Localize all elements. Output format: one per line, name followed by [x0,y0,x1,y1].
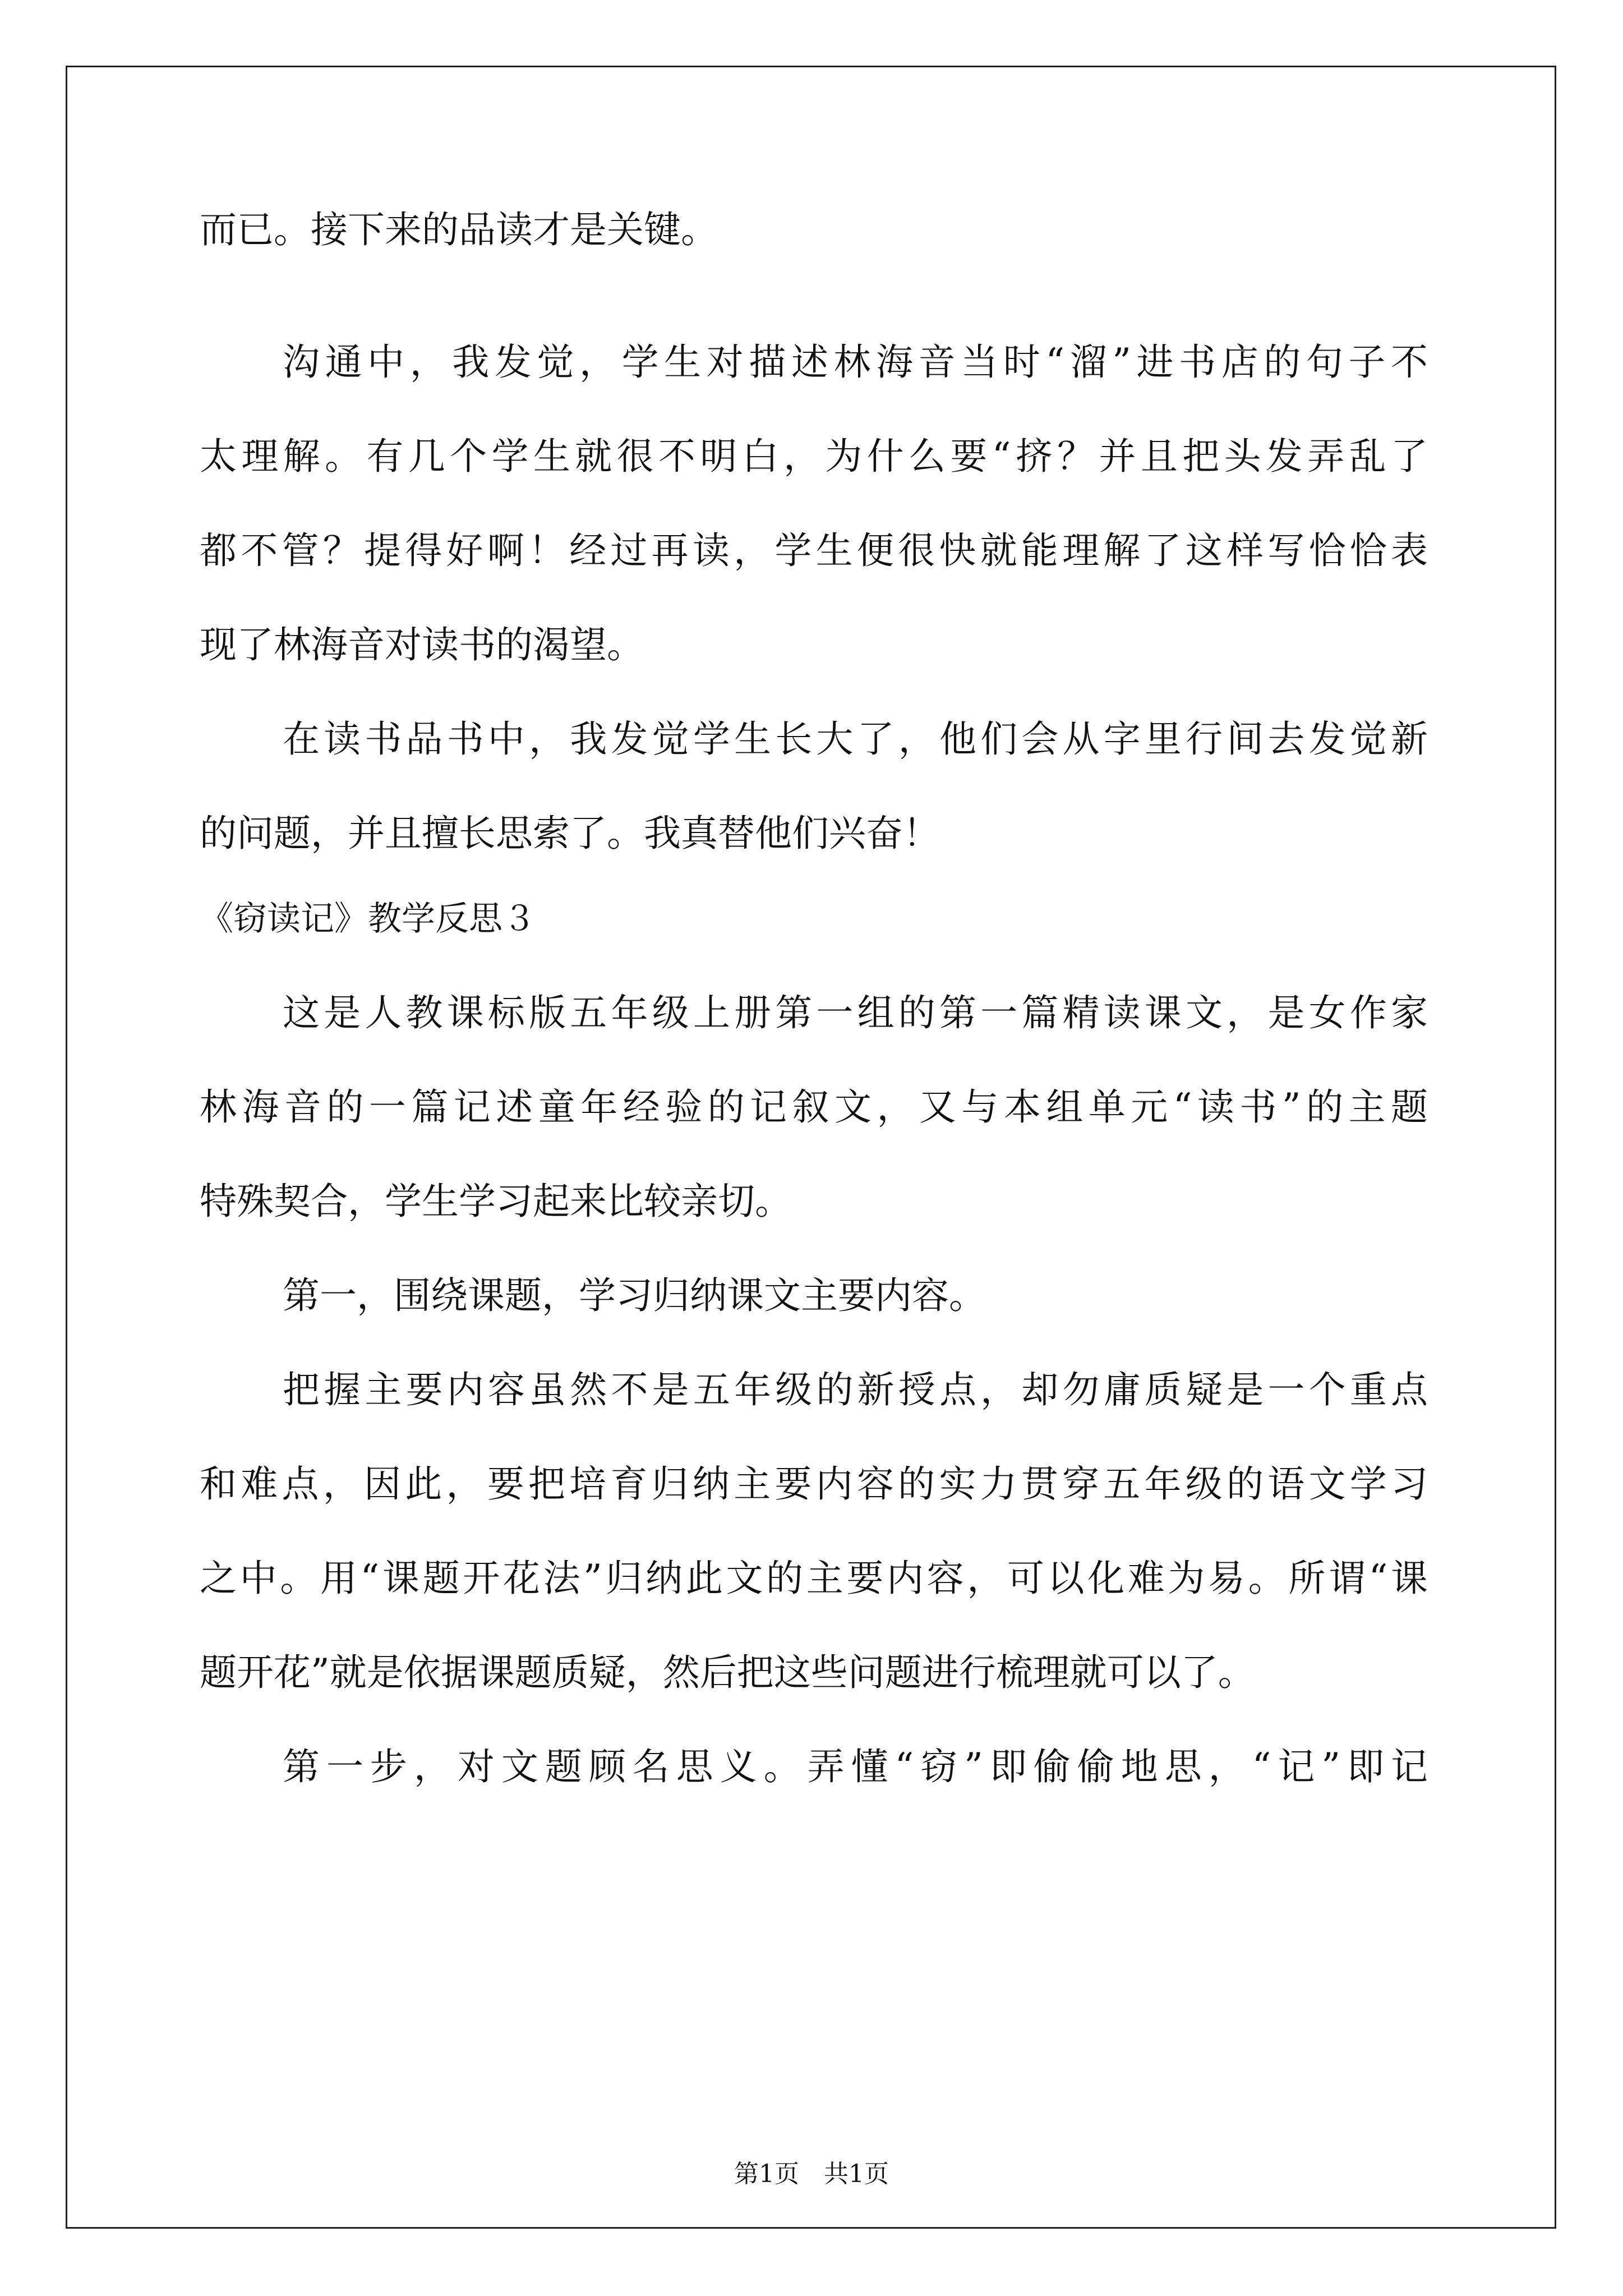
paragraph-first-line: 第一，围绕课题，学习归纳课文主要内容。 [283,1274,986,1317]
text-line: 现了林海音对读书的渴望。 [200,623,644,666]
section-heading: 《窃读记》教学反思３ [200,899,536,938]
text-line: 的问题，并且擅长思索了。我真替他们兴奋！ [200,812,940,855]
page-border [66,66,1556,2229]
page-footer: 第1页 共1页 [734,2160,889,2188]
paragraph-first-line: 把握主要内容虽然不是五年级的新授点，却勿庸质疑是一个重点 [283,1368,1428,1411]
text-line: 林海音的一篇记述童年经验的记叙文，又与本组单元“读书”的主题 [200,1085,1428,1129]
text-line: 特殊契合，学生学习起来比较亲切。 [200,1180,792,1223]
paragraph-first-line: 第一步，对文题顾名思义。弄懂“窃”即偷偷地思，“记”即记 [283,1745,1428,1788]
text-line: 而已。接下来的品读才是关键。 [200,208,718,251]
text-line: 和难点，因此，要把培育归纳主要内容的实力贯穿五年级的语文学习 [200,1462,1428,1506]
paragraph-first-line: 在读书品书中，我发觉学生长大了，他们会从字里行间去发觉新 [283,717,1428,761]
text-line: 太理解。有几个学生就很不明白，为什么要“挤？并且把头发弄乱了 [200,435,1428,478]
paragraph-first-line: 这是人教课标版五年级上册第一组的第一篇精读课文，是女作家 [283,991,1428,1034]
text-line: 题开花”就是依据课题质疑，然后把这些问题进行梳理就可以了。 [200,1651,1255,1694]
text-line: 之中。用“课题开花法”归纳此文的主要内容，可以化难为易。所谓“课 [200,1557,1428,1600]
paragraph-first-line: 沟通中，我发觉，学生对描述林海音当时“溜”进书店的句子不 [283,341,1428,384]
text-line: 都不管？提得好啊！经过再读，学生便很快就能理解了这样写恰恰表 [200,529,1428,572]
